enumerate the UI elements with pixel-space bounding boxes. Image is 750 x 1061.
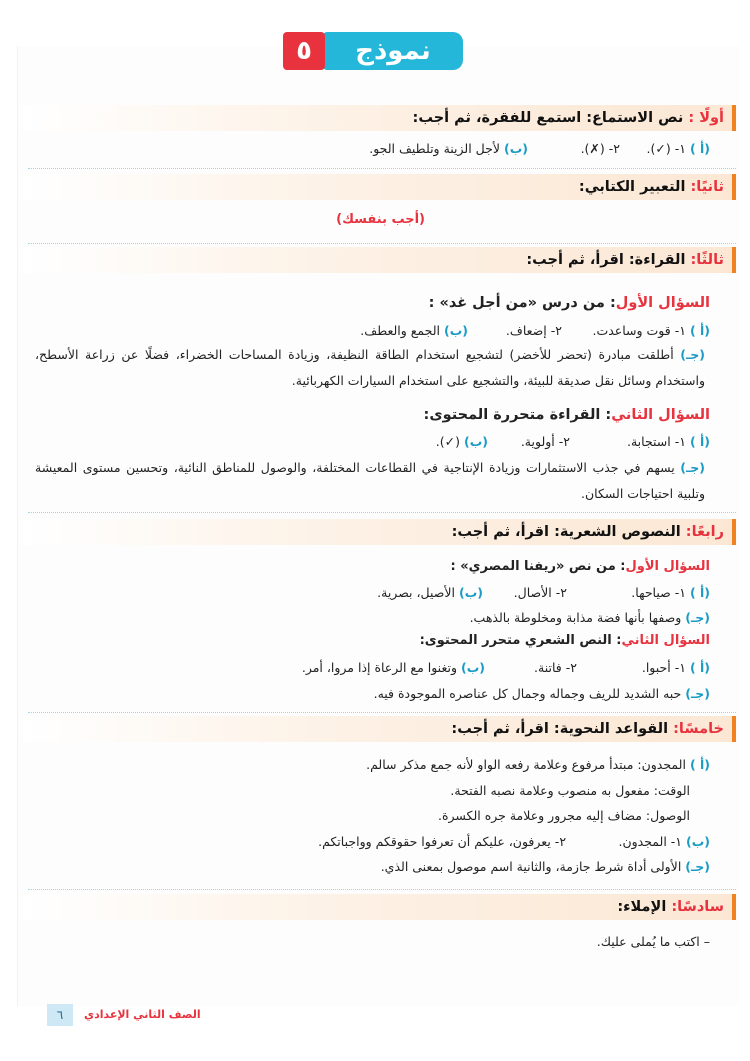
answer-b2: ٢- يعرفون، عليكم أن تعرفوا حقوقكم وواجباتكم. — [318, 834, 567, 849]
section-header-writing — [23, 174, 736, 200]
footer-grade: الصف الثاني الإعدادي — [84, 1008, 201, 1021]
section-title: نص الاستماع: استمع للفقرة، ثم أجب: — [412, 110, 689, 126]
answer-line — [360, 322, 710, 340]
section-title: الإملاء: — [617, 899, 672, 915]
section-divider — [28, 168, 736, 169]
mark-a: (أ ) — [689, 323, 710, 338]
question-label: السؤال الثاني — [611, 407, 710, 423]
page-number: ٦ — [47, 1004, 73, 1026]
mark-b: (ب) — [686, 834, 710, 849]
answer-line — [381, 858, 710, 876]
answer-c: الأولى أداة شرط جازمة، والثانية اسم موصول بمعنى الذي. — [380, 859, 682, 874]
section-divider — [28, 889, 736, 890]
section-divider — [28, 243, 736, 244]
mark-c: (جـ) — [685, 686, 710, 701]
section-label: ثالثًا: — [690, 252, 724, 268]
section-title: القراءة: اقرأ، ثم أجب: — [526, 252, 691, 268]
answer-line — [470, 609, 710, 627]
section-divider — [28, 712, 736, 713]
section-header-grammar — [23, 716, 736, 742]
question-label: السؤال الأول — [615, 295, 710, 311]
section-title: القواعد النحوية: اقرأ، ثم أجب: — [451, 721, 674, 737]
answer-a2: ٢- (✗). — [580, 141, 620, 156]
question-heading — [451, 559, 710, 574]
question-heading — [424, 407, 710, 423]
dictation-line: – اكتب ما يُملى عليك. — [596, 934, 710, 949]
section-header-reading — [23, 247, 736, 273]
section-label: أولًا : — [688, 110, 724, 126]
answer-c: حبه الشديد للريف وجماله وجمال كل عناصره الموجودة فيه. — [373, 686, 682, 701]
answer-c: يسهم في جذب الاستثمارات وزيادة الإنتاجية في القطاعات المختلفة، والوصول للمناطق النائية، وتحسين مستوى المعيشة وتلبية احتياجات السكان. — [35, 460, 705, 501]
answer-line — [436, 433, 710, 451]
answer-b: لأجل الزينة وتلطيف الجو. — [369, 141, 500, 156]
answer-a1: ١- (✓). — [646, 141, 686, 156]
question-heading — [420, 633, 710, 648]
answer-line: الوقت: مفعول به منصوب وعلامة نصبه الفتحة. — [450, 783, 690, 798]
section-header-dictation — [23, 894, 736, 920]
header-accent-bar — [732, 894, 736, 920]
answer-line: الوصول: مضاف إليه مجرور وعلامة جره الكسرة. — [437, 808, 690, 823]
section-label: خامسًا: — [673, 721, 724, 737]
mark-b: (ب) — [458, 585, 483, 600]
question-title: : القراءة متحررة المحتوى: — [423, 407, 612, 423]
answer-a2: ٢- الأصال. — [513, 585, 567, 600]
title-banner — [283, 32, 463, 70]
answer-b: الأصيل، بصرية. — [377, 585, 455, 600]
mark-b: (ب) — [443, 323, 468, 338]
answer-c: أطلقت مبادرة (تحضر للأخضر) لتشجيع استخدام الطاقة النظيفة، وزيادة المساحات الخضراء، فضلًا عن زراعة الأسطح، واستخدام وسائل نقل صديقة للبيئة، والتشجيع على استخدام السيارات الكهربائية. — [35, 347, 705, 388]
mark-a: (أ ) — [689, 434, 710, 449]
self-answer-note: (أجب بنفسك) — [336, 212, 425, 227]
answer-line — [302, 659, 710, 677]
answer-a2: ٢- إضعاف. — [505, 323, 562, 338]
answer-line — [377, 584, 710, 602]
answer-line — [369, 140, 710, 158]
answer-line — [366, 756, 710, 774]
section-header-poetry — [23, 519, 736, 545]
question-label: السؤال الأول — [625, 559, 710, 574]
section-header-listening — [23, 105, 736, 131]
answer-b1: ١- المجدون. — [618, 834, 683, 849]
banner-number: ٥ — [283, 32, 325, 70]
mark-b: (ب) — [463, 434, 488, 449]
header-accent-bar — [732, 247, 736, 273]
mark-a: (أ ) — [689, 141, 710, 156]
answer-b: الجمع والعطف. — [360, 323, 440, 338]
header-accent-bar — [732, 174, 736, 200]
answer-a1: ١- استجابة. — [627, 434, 686, 449]
answer-a2: ٢- أولوية. — [520, 434, 570, 449]
question-label: السؤال الثاني — [621, 633, 710, 648]
answer-a1: ١- صياحها. — [631, 585, 686, 600]
section-title: النصوص الشعرية: اقرأ، ثم أجب: — [451, 524, 686, 540]
section-label: رابعًا: — [685, 524, 724, 540]
header-accent-bar — [732, 519, 736, 545]
mark-b: (ب) — [503, 141, 528, 156]
section-label: ثانيًا: — [690, 179, 724, 195]
mark-a: (أ ) — [689, 660, 710, 675]
header-accent-bar — [732, 105, 736, 131]
answer-b: (✓). — [435, 434, 460, 449]
answer-line — [374, 685, 710, 703]
answer-line — [318, 833, 710, 851]
answer-b: وتغنوا مع الرعاة إذا مروا، أمر. — [301, 660, 457, 675]
mark-c: (جـ) — [680, 460, 705, 475]
mark-b: (ب) — [460, 660, 485, 675]
answer-paragraph — [35, 455, 705, 507]
section-title: التعبير الكتابي: — [578, 179, 691, 195]
mark-c: (جـ) — [685, 859, 710, 874]
question-title: : من درس «من أجل غد» : — [428, 295, 616, 311]
answer-a1: ١- أحبوا. — [641, 660, 686, 675]
banner-title: نموذج — [323, 32, 463, 70]
mark-c: (جـ) — [685, 610, 710, 625]
answer-paragraph — [35, 342, 705, 394]
mark-a: (أ ) — [689, 585, 710, 600]
header-accent-bar — [732, 716, 736, 742]
mark-c: (جـ) — [680, 347, 705, 362]
question-title: : النص الشعري متحرر المحتوى: — [419, 633, 622, 648]
answer-a1: ١- قوت وساعدت. — [592, 323, 686, 338]
section-divider — [28, 512, 736, 513]
mark-a: (أ ) — [689, 757, 710, 772]
question-title: : من نص «ريفنا المصري» : — [450, 559, 626, 574]
question-heading — [429, 295, 710, 311]
answer-c: وصفها بأنها فضة مذابة ومخلوطة بالذهب. — [469, 610, 682, 625]
answer-a2: ٢- فاتنة. — [534, 660, 577, 675]
section-label: سادسًا: — [671, 899, 724, 915]
answer-a-line1: المجدون: مبتدأ مرفوع وعلامة رفعه الواو لأنه جمع مذكر سالم. — [366, 757, 686, 772]
